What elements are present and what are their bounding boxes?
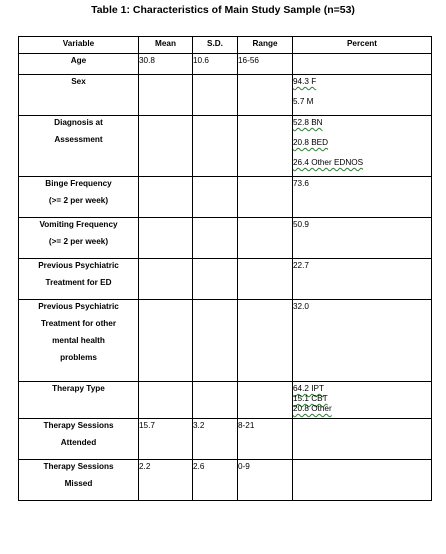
range-cell — [238, 116, 293, 177]
variable-label: Treatment for ED — [45, 278, 112, 287]
percent-cell — [293, 460, 432, 501]
percent-value: 5.7 M — [293, 97, 314, 106]
variable-label: Previous Psychiatric — [38, 302, 119, 311]
percent-cell — [293, 177, 432, 218]
variable-label: Sex — [71, 77, 86, 86]
table-row-binge-frequency — [19, 177, 432, 218]
table-row-sex — [19, 75, 432, 116]
range-cell — [238, 218, 293, 259]
variable-label: problems — [60, 353, 97, 362]
variable-cell — [19, 75, 139, 116]
range-cell — [238, 177, 293, 218]
mean-cell — [139, 382, 193, 419]
variable-cell — [19, 259, 139, 300]
percent-cell — [293, 300, 432, 382]
table-row-sessions-missed — [19, 460, 432, 501]
variable-cell — [19, 300, 139, 382]
header-mean: Mean — [139, 37, 193, 54]
sd-cell — [193, 116, 238, 177]
sd-cell: 3.2 — [193, 419, 238, 460]
variable-cell — [19, 382, 139, 419]
variable-label: Therapy Sessions — [43, 421, 114, 430]
variable-label: Age — [70, 56, 87, 65]
percent-value: 94.3 F — [293, 77, 317, 86]
table-row-vomiting-frequency — [19, 218, 432, 259]
sd-cell — [193, 382, 238, 419]
mean-cell — [139, 116, 193, 177]
header-variable: Variable — [19, 37, 139, 54]
percent-cell — [293, 382, 432, 419]
variable-label: (>= 2 per week) — [48, 237, 109, 246]
mean-cell — [139, 300, 193, 382]
variable-cell — [19, 419, 139, 460]
variable-cell — [19, 116, 139, 177]
percent-cell — [293, 116, 432, 177]
sd-cell: 2.6 — [193, 460, 238, 501]
sd-cell — [193, 218, 238, 259]
range-cell — [238, 75, 293, 116]
mean-cell — [139, 177, 193, 218]
variable-label: Therapy Sessions — [43, 462, 114, 471]
table-row-therapy-type — [19, 382, 432, 419]
range-cell — [238, 259, 293, 300]
range-cell — [238, 382, 293, 419]
variable-label: mental health — [52, 336, 105, 345]
mean-cell: 2.2 — [139, 460, 193, 501]
header-range: Range — [238, 37, 293, 54]
percent-value: 22.7 — [293, 261, 309, 270]
percent-value: 64.2 IPT — [293, 384, 324, 393]
range-cell: 0-9 — [238, 460, 293, 501]
range-cell: 16-56 — [238, 54, 293, 75]
percent-value: 32.0 — [293, 302, 309, 311]
variable-cell — [19, 177, 139, 218]
sample-characteristics-table — [18, 36, 432, 501]
mean-cell — [139, 75, 193, 116]
percent-value: 52.8 BN — [293, 118, 323, 127]
variable-label: Missed — [64, 479, 93, 488]
percent-cell — [293, 419, 432, 460]
percent-value: 20.8 BED — [293, 138, 329, 147]
variable-label: Diagnosis at — [54, 118, 103, 127]
range-cell: 8-21 — [238, 419, 293, 460]
mean-cell — [139, 259, 193, 300]
mean-cell: 30.8 — [139, 54, 193, 75]
header-sd: S.D. — [193, 37, 238, 54]
percent-cell — [293, 218, 432, 259]
percent-value: 50.9 — [293, 220, 309, 229]
variable-label: Vomiting Frequency — [39, 220, 118, 229]
percent-cell — [293, 259, 432, 300]
range-cell — [238, 300, 293, 382]
variable-label: Binge Frequency — [45, 179, 112, 188]
percent-cell — [293, 54, 432, 75]
variable-label: (>= 2 per week) — [48, 196, 109, 205]
percent-value: 20.8 Other — [293, 404, 332, 413]
variable-label: Assessment — [54, 135, 103, 144]
table-row-diagnosis — [19, 116, 432, 177]
sd-cell — [193, 259, 238, 300]
variable-cell — [19, 460, 139, 501]
header-percent: Percent — [293, 37, 432, 54]
percent-cell — [293, 75, 432, 116]
sd-cell — [193, 300, 238, 382]
percent-value: 15.1 CBT — [293, 394, 328, 403]
table-title: Table 1: Characteristics of Main Study Sample (n=53) — [91, 4, 355, 16]
mean-cell — [139, 218, 193, 259]
table-row-previous-treatment-other — [19, 300, 432, 382]
variable-label: Treatment for other — [40, 319, 117, 328]
sd-cell: 10.6 — [193, 54, 238, 75]
variable-label: Previous Psychiatric — [38, 261, 119, 270]
sd-cell — [193, 75, 238, 116]
percent-value: 73.6 — [293, 179, 309, 188]
sd-cell — [193, 177, 238, 218]
percent-value: 26.4 Other EDNOS — [293, 158, 364, 167]
variable-label: Attended — [60, 438, 97, 447]
table-row-sessions-attended — [19, 419, 432, 460]
mean-cell: 15.7 — [139, 419, 193, 460]
variable-cell — [19, 218, 139, 259]
variable-label: Therapy Type — [52, 384, 105, 393]
table-row-previous-treatment-ed — [19, 259, 432, 300]
